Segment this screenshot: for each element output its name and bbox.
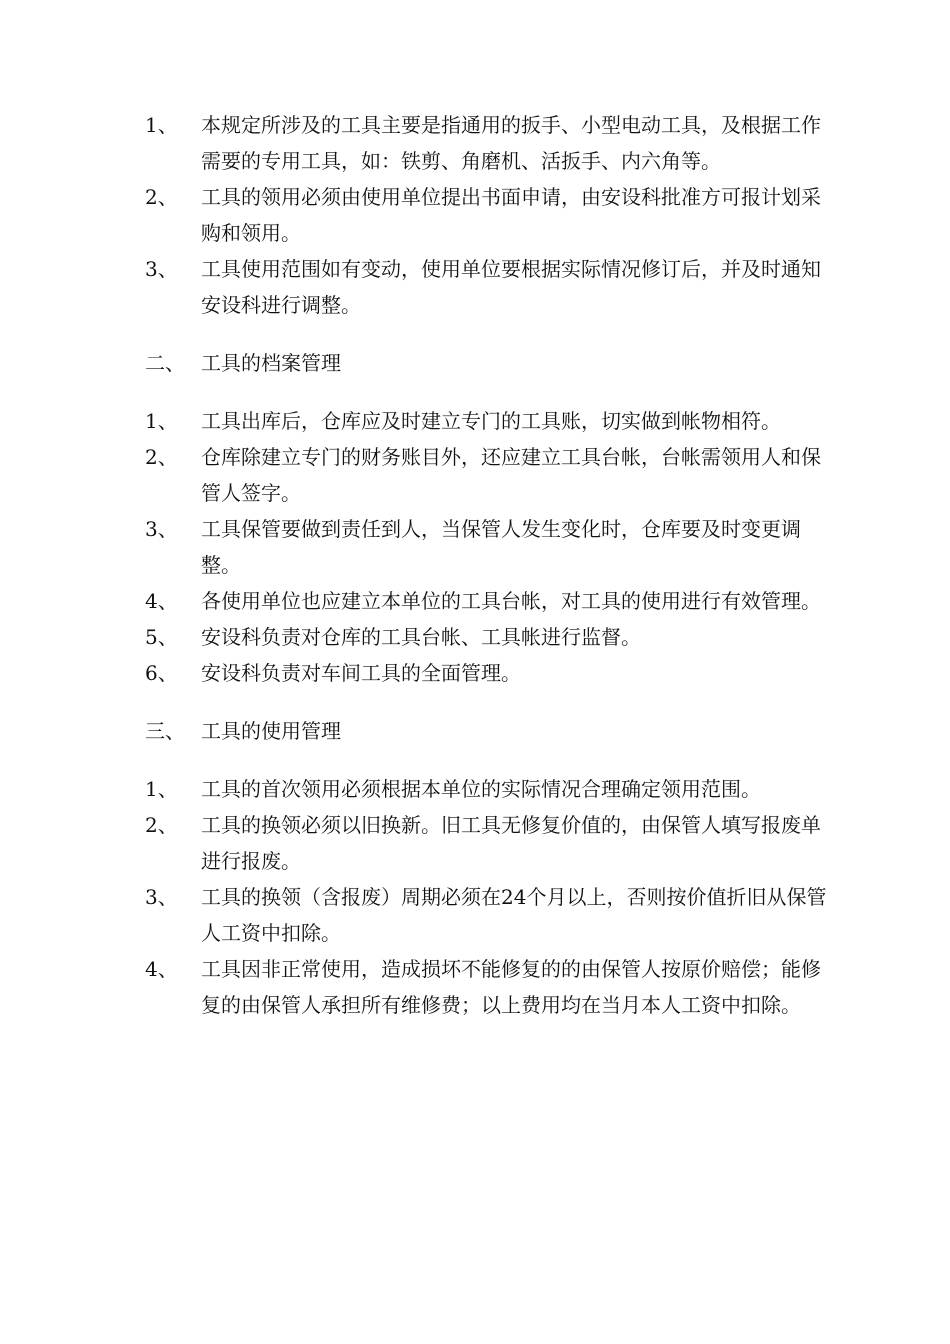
spacer xyxy=(145,381,835,403)
item-text: 工具使用范围如有变动，使用单位要根据实际情况修订后，并及时通知安设科进行调整。 xyxy=(201,257,821,317)
item-text: 工具保管要做到责任到人，当保管人发生变化时，仓库要及时变更调整。 xyxy=(201,517,801,577)
list-item xyxy=(145,179,835,251)
item-number: 2、 xyxy=(145,445,178,469)
list-item xyxy=(145,807,835,879)
item-number: 4、 xyxy=(145,589,178,613)
item-text: 工具的换领必须以旧换新。旧工具无修复价值的，由保管人填写报废单进行报废。 xyxy=(201,813,821,873)
item-number: 1、 xyxy=(145,409,178,433)
item-number: 1、 xyxy=(145,113,178,137)
section-title: 工具的使用管理 xyxy=(201,719,341,743)
item-number: 4、 xyxy=(145,957,178,981)
spacer xyxy=(145,749,835,771)
list-item xyxy=(145,251,835,323)
section-title: 工具的档案管理 xyxy=(201,351,341,375)
section2-heading xyxy=(145,345,835,381)
list-item xyxy=(145,511,835,583)
list-item xyxy=(145,403,835,439)
list-item xyxy=(145,879,835,951)
section3-heading xyxy=(145,713,835,749)
item-text: 工具的领用必须由使用单位提出书面申请，由安设科批准方可报计划采购和领用。 xyxy=(201,185,821,245)
item-number: 1、 xyxy=(145,777,178,801)
item-number: 5、 xyxy=(145,625,178,649)
item-text: 本规定所涉及的工具主要是指通用的扳手、小型电动工具，及根据工作需要的专用工具，如：铁剪、角磨机、活扳手、内六角等。 xyxy=(201,113,821,173)
item-text: 各使用单位也应建立本单位的工具台帐，对工具的使用进行有效管理。 xyxy=(201,589,821,613)
spacer xyxy=(145,691,835,713)
item-number: 2、 xyxy=(145,185,178,209)
list-item xyxy=(145,583,835,619)
document-content xyxy=(145,107,835,1023)
list-item xyxy=(145,619,835,655)
list-item xyxy=(145,655,835,691)
list-item xyxy=(145,439,835,511)
section-number: 二、 xyxy=(145,351,185,375)
section1-list xyxy=(145,107,835,323)
item-text: 仓库除建立专门的财务账目外，还应建立工具台帐，台帐需领用人和保管人签字。 xyxy=(201,445,821,505)
item-number: 6、 xyxy=(145,661,178,685)
list-item xyxy=(145,771,835,807)
item-number: 3、 xyxy=(145,257,178,281)
section2-list xyxy=(145,403,835,691)
item-text: 工具出库后，仓库应及时建立专门的工具账，切实做到帐物相符。 xyxy=(201,409,781,433)
item-text: 工具的换领（含报废）周期必须在24个月以上，否则按价值折旧从保管人工资中扣除。 xyxy=(201,885,827,945)
section3-list xyxy=(145,771,835,1023)
item-text: 安设科负责对车间工具的全面管理。 xyxy=(201,661,521,685)
list-item xyxy=(145,107,835,179)
list-item xyxy=(145,951,835,1023)
item-text: 安设科负责对仓库的工具台帐、工具帐进行监督。 xyxy=(201,625,641,649)
item-text: 工具的首次领用必须根据本单位的实际情况合理确定领用范围。 xyxy=(201,777,761,801)
item-number: 3、 xyxy=(145,885,178,909)
item-text: 工具因非正常使用，造成损坏不能修复的的由保管人按原价赔偿；能修复的由保管人承担所有维修费；以上费用均在当月本人工资中扣除。 xyxy=(201,957,821,1017)
item-number: 3、 xyxy=(145,517,178,541)
section-number: 三、 xyxy=(145,719,185,743)
item-number: 2、 xyxy=(145,813,178,837)
spacer xyxy=(145,323,835,345)
